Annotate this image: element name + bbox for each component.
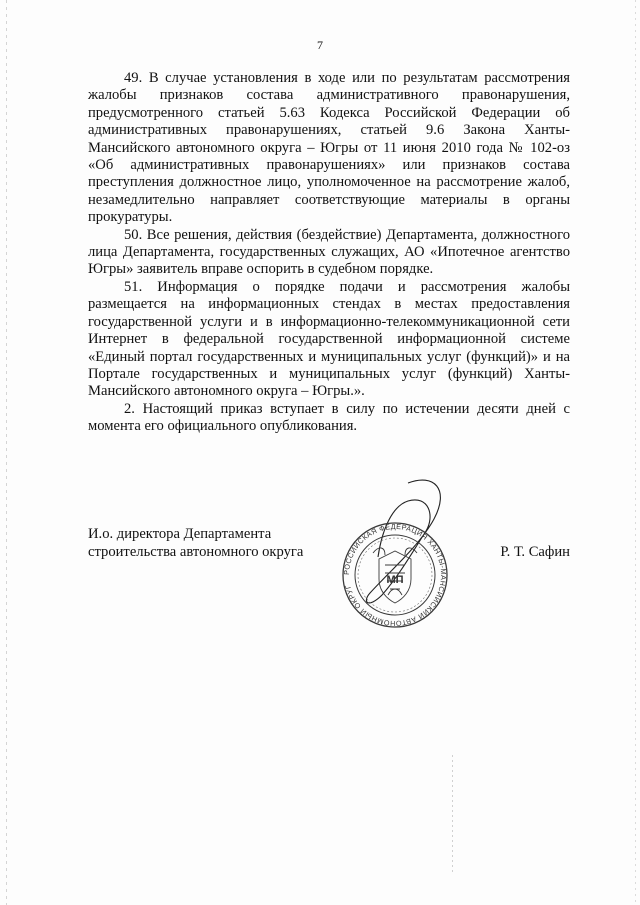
signature-block (88, 521, 570, 645)
page-number: 7 (317, 38, 323, 52)
signatory-name: Р. Т. Сафин (500, 544, 570, 560)
scan-edge-right (635, 0, 636, 905)
paragraph-51: 51. Информация о порядке подачи и рассмотрения жалобы размещается на информационных стендах в местах предоставления государственной услуги и в информационно-телекоммуникационной сети Интернет в федеральной государственной информационной системе «Единый портал государственных и муниципальных услуг (функций)» и на Портале государственных и муниципальных услуг (функций) Ханты-Мансийского автономного округа – Югры.». (88, 278, 570, 400)
paragraph-2: 2. Настоящий приказ вступает в силу по истечении десяти дней с момента его официального опубликования. (88, 400, 570, 435)
paragraph-50: 50. Все решения, действия (бездействие) Департамента, должностного лица Департамента, государственных служащих, АО «Ипотечное агентство Югры» заявитель вправе оспорить в судебном порядке. (88, 226, 570, 278)
paragraph-49: 49. В случае установления в ходе или по результатам рассмотрения жалобы признаков состава административного правонарушения, предусмотренного статьей 5.63 Кодекса Российской Федерации об административных правонарушениях, статьей 9.6 Закона Ханты-Мансийского автономного округа – Югры от 11 июня 2010 года № 102-оз «Об административных правонарушениях» или признаков состава преступления должностное лицо, уполномоченное на рассмотрение жалоб, незамедлительно направляет соответствующие материалы в органы прокуратуры. (88, 70, 570, 226)
signatory-position-line-1: И.о. директора Департамента (88, 526, 272, 542)
signatory-position-line-2: строительства автономного округа (88, 544, 304, 560)
document-body (88, 70, 570, 436)
scan-crease (452, 755, 453, 875)
scan-edge-left (6, 0, 7, 905)
signatory-position (88, 525, 303, 561)
official-seal-stamp (338, 475, 453, 635)
seal-ring-text: РОССИЙСКАЯ ФЕДЕРАЦИЯ ХАНТЫ-МАНСИЙСКИЙ АВТОНОМНЫЙ ОКРУГ (341, 521, 449, 629)
seal-mp-text: МП (386, 574, 404, 586)
